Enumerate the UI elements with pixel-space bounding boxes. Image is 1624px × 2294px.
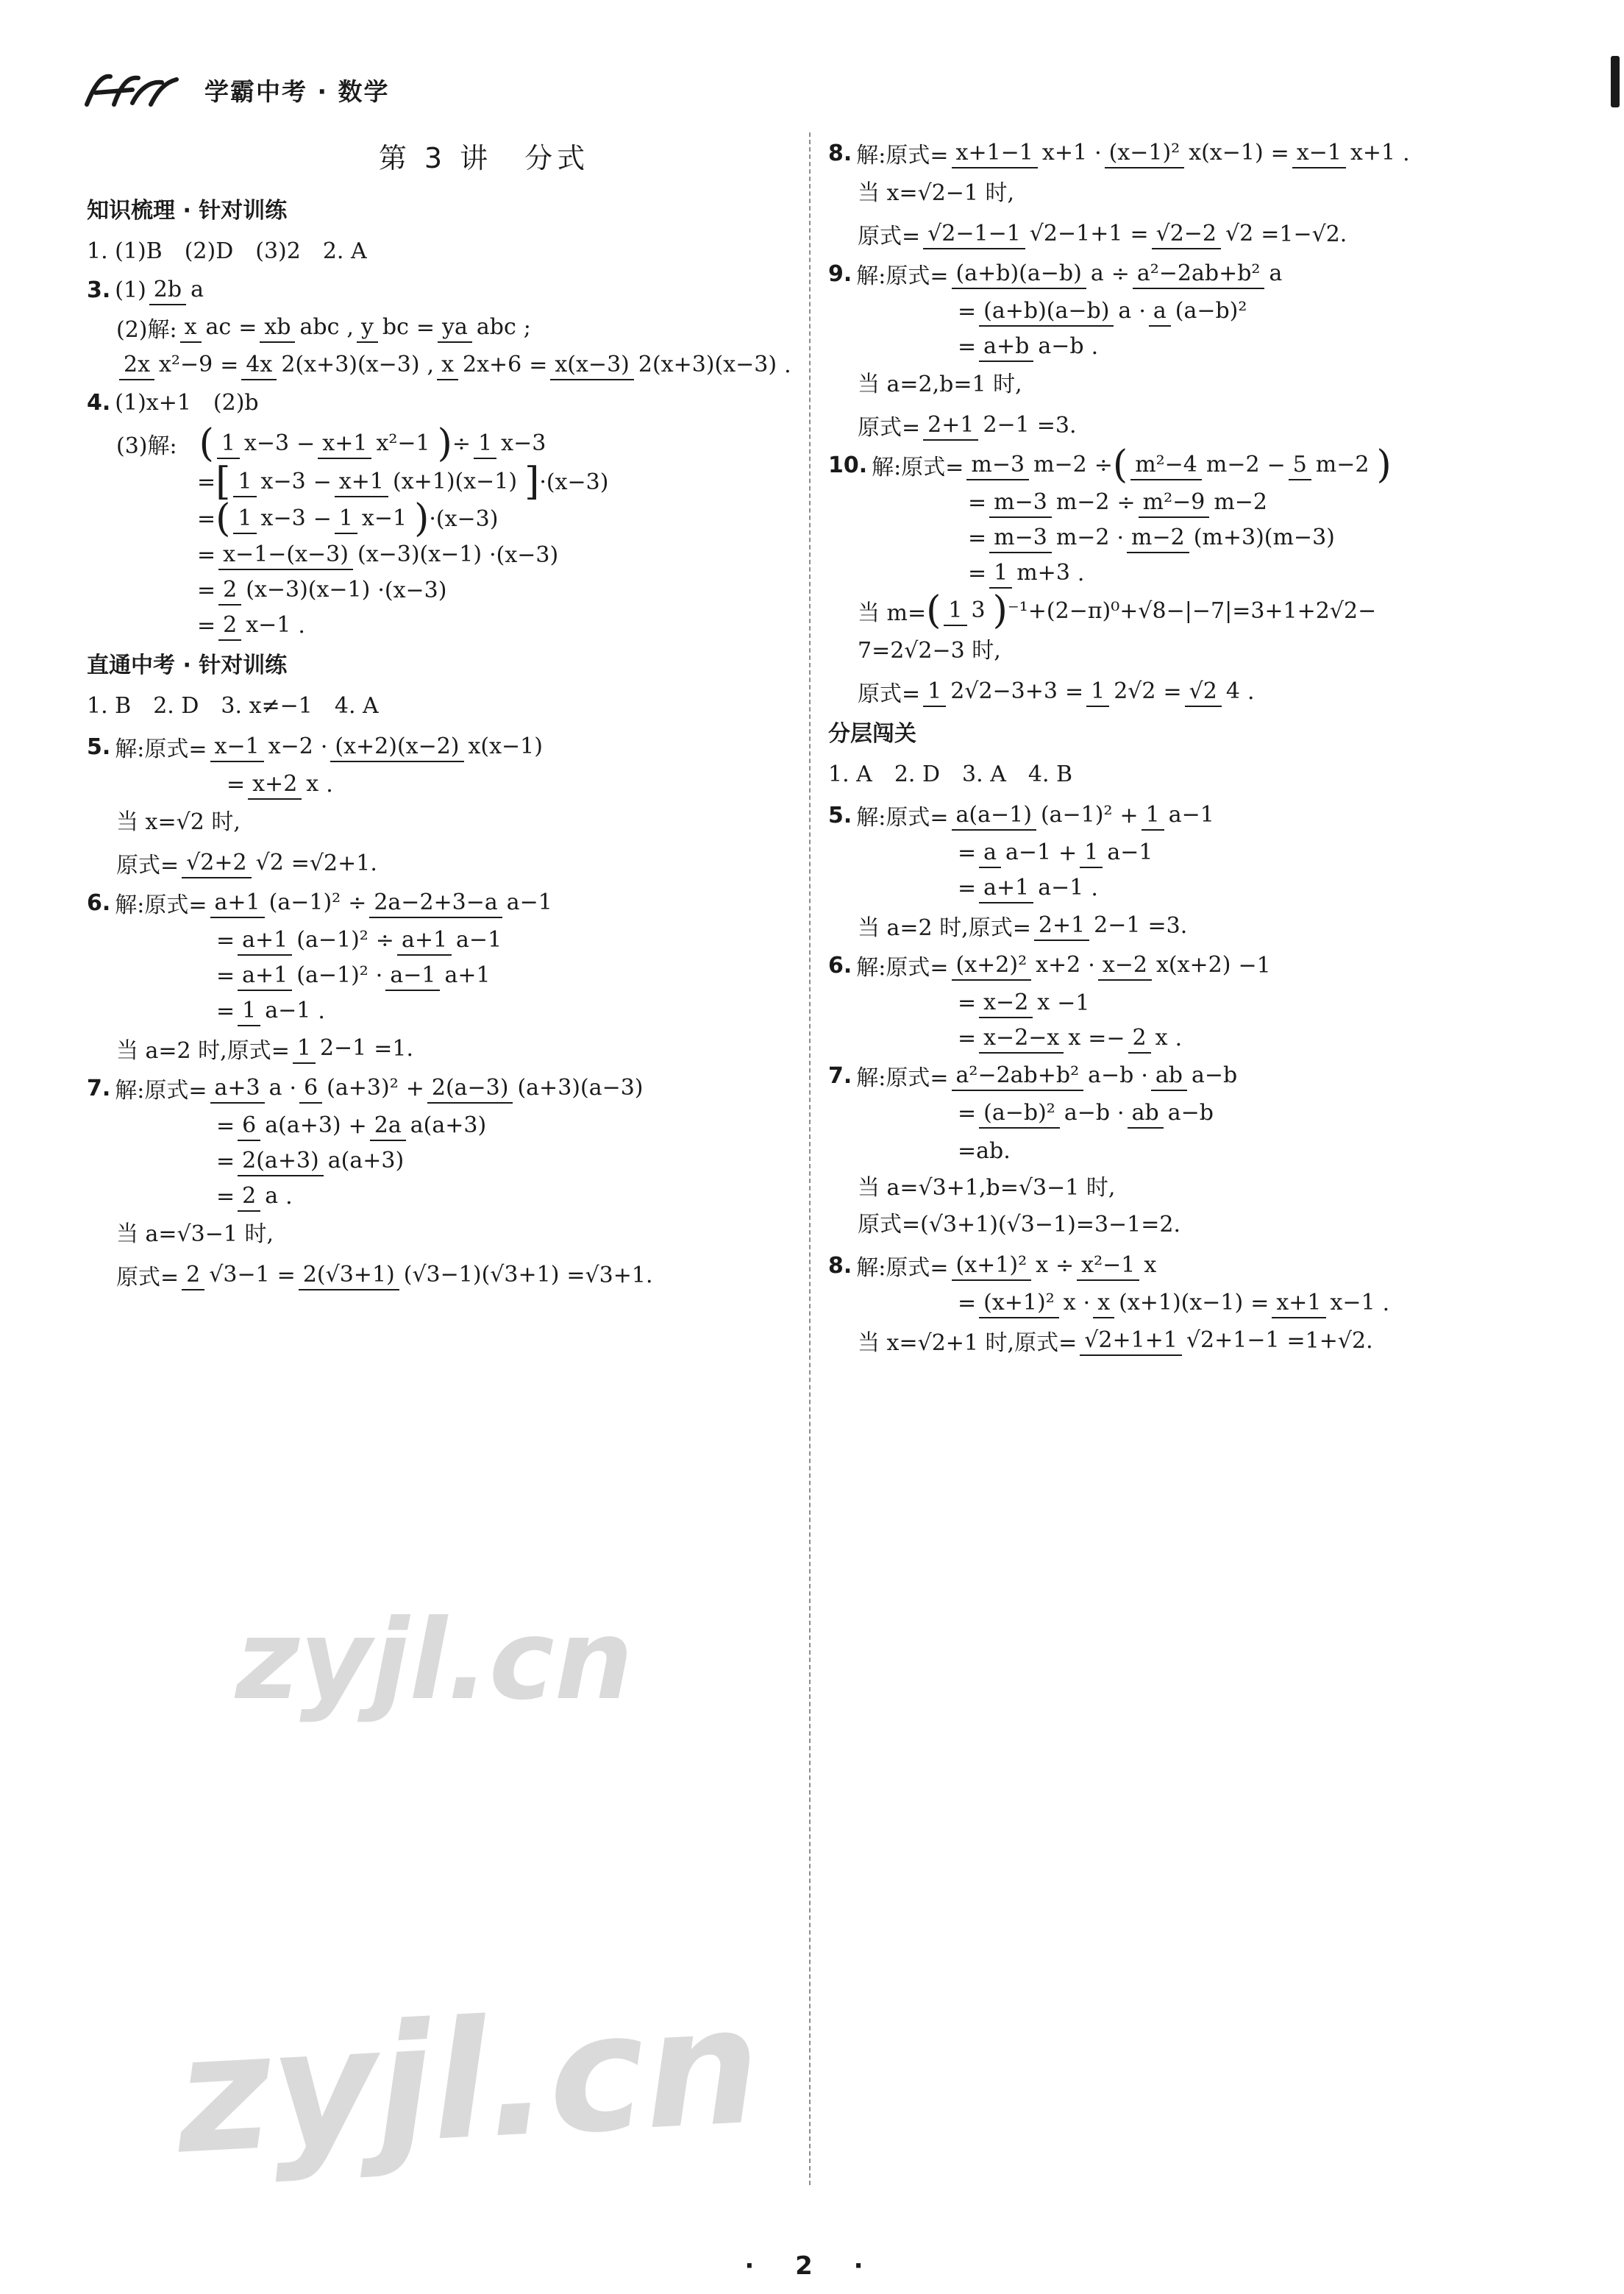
header-title: 学霸中考 · 数学 (204, 77, 390, 106)
answer-7: 7. 解:原式= a+3 a · 6 (a+3)² + 2(a−3) (a+3)(a−3) (87, 1075, 644, 1104)
answer-9-step: = a+b a−b . (958, 333, 1564, 361)
page-number: · 2 · (744, 2251, 880, 2281)
right-column (828, 129, 1564, 1364)
answer-5-when: 当 x=√2 时, (116, 809, 241, 835)
answer-9-step: = (a+b)(a−b) a · a (a−b)² (958, 297, 1564, 325)
answer-4-3: (3)解: ( 1 x−3 − x+1 x²−1 ) ÷ 1 x−3 (116, 422, 546, 466)
answer-4-step: = 2 x−1 . (197, 611, 793, 639)
answer-10-step: = 1 m+3 . (968, 559, 1564, 587)
answer-7-step: = 2 a . (216, 1182, 793, 1210)
answer-line: 1. A 2. D 3. A 4. B (828, 761, 1073, 787)
section-heading-levels: 分层闯关 (828, 721, 916, 747)
answer-line: 1. B 2. D 3. x≠−1 4. A (87, 693, 379, 719)
answer-r6-step: = x−2 x −1 (958, 989, 1564, 1017)
answer-7-step: = 6 a(a+3) + 2a a(a+3) (216, 1112, 793, 1140)
answer-r8-step: = (x+1)² x · x (x+1)(x−1) = x+1 x−1 . (958, 1289, 1564, 1317)
answer-10: 10. 解:原式= m−3 m−2 ÷ ( m²−4 m−2 − 5 m−2 ) (828, 443, 1392, 487)
section-heading-knowledge: 知识梳理 · 针对训练 (87, 198, 288, 224)
answer-3-2: (2)解: x ac = xb abc , y bc = ya abc ; (116, 314, 531, 343)
watermark: zyjl.cn (235, 1597, 633, 1725)
answer-10-step: = m−3 m−2 ÷ m²−9 m−2 (968, 489, 1564, 516)
answer-r7: 7. 解:原式= a²−2ab+b² a−b · ab a−b (828, 1062, 1238, 1091)
lesson-title: 第 3 讲 分式 (378, 142, 590, 174)
answer-r7-step: =ab. (958, 1138, 1011, 1164)
answer-5-result: 原式= √2+2 √2 =√2+1. (116, 850, 377, 878)
answer-4-step: = x−1−(x−3) (x−3)(x−1) ·(x−3) (197, 541, 793, 569)
answer-r7-step: = (a−b)² a−b · ab a−b (958, 1099, 1564, 1127)
left-column (87, 129, 793, 1299)
answer-6-step: = 1 a−1 . (216, 997, 793, 1025)
answer-9: 9. 解:原式= (a+b)(a−b) a ÷ a²−2ab+b² a (828, 260, 1283, 289)
column-divider (809, 132, 811, 2185)
answer-line: 1. (1)B (2)D (3)2 2. A (87, 238, 367, 264)
answer-10-when-b: 7=2√2−3 时, (858, 638, 1001, 664)
answer-r8: 8. 解:原式= (x+1)² x ÷ x²−1 x (828, 1252, 1157, 1281)
answer-r6-step: = x−2−x x =− 2 x . (958, 1024, 1564, 1052)
answer-7-when: 当 a=√3−1 时, (116, 1221, 274, 1247)
answer-7-step: = 2(a+3) a(a+3) (216, 1147, 793, 1175)
answer-7-result: 原式= 2 √3−1 = 2(√3+1) (√3−1)(√3+1) =√3+1. (116, 1262, 653, 1290)
answer-8: 8. 解:原式= x+1−1 x+1 · (x−1)² x(x−1) = x−1 x+1 . (828, 140, 1410, 168)
answer-10-result: 原式= 1 2√2−3+3 = 1 2√2 = √2 4 . (858, 678, 1255, 707)
answer-5-step: = x+2 x . (227, 770, 793, 798)
answer-r7-when: 当 a=√3+1,b=√3−1 时, (858, 1175, 1116, 1201)
page-edge-mark (1611, 56, 1620, 107)
answer-9-when: 当 a=2,b=1 时, (858, 372, 1022, 397)
answer-8-when: 当 x=√2−1 时, (858, 180, 1015, 206)
answer-4-step: = [ 1 x−3 − x+1 (x+1)(x−1) ] ·(x−3) (197, 460, 609, 504)
answer-r5-result: 当 a=2 时,原式= 2+1 2−1 =3. (858, 912, 1188, 941)
answer-10-when: 当 m= ( 1 3 ) ⁻¹+(2−π)⁰+√8−|−7|=3+1+2√2− (858, 589, 1377, 633)
page-header (81, 68, 390, 112)
answer-4-step: = ( 1 x−3 − 1 x−1 ) ·(x−3) (197, 497, 499, 541)
brand-logo-icon (81, 68, 191, 112)
answer-6: 6. 解:原式= a+1 (a−1)² ÷ 2a−2+3−a a−1 (87, 889, 552, 918)
answer-8-result: 原式= √2−1−1 √2−1+1 = √2−2 √2 =1−√2. (858, 221, 1347, 249)
answer-r7-result: 原式=(√3+1)(√3−1)=3−1=2. (858, 1212, 1181, 1237)
answer-r5: 5. 解:原式= a(a−1) (a−1)² + 1 a−1 (828, 802, 1214, 831)
answer-4: 4. (1)x+1 (2)b (87, 390, 259, 416)
answer-6-step: = a+1 (a−1)² ÷ a+1 a−1 (216, 926, 793, 954)
answer-5: 5. 解:原式= x−1 x−2 · (x+2)(x−2) x(x−1) (87, 734, 543, 762)
answer-r8-result: 当 x=√2+1 时,原式= √2+1+1 √2+1−1 =1+√2. (858, 1327, 1373, 1356)
answer-9-result: 原式= 2+1 2−1 =3. (858, 412, 1077, 441)
section-heading-exam: 直通中考 · 针对训练 (87, 653, 288, 678)
answer-r5-step: = a+1 a−1 . (958, 874, 1564, 902)
answer-3-1: 3. (1) 2b a (87, 276, 793, 304)
answer-3-2b: 2x x²−9 = 4x 2(x+3)(x−3) , x 2x+6 = x(x−3) 2(x+3)(x−3) . (116, 351, 793, 379)
answer-10-step: = m−3 m−2 · m−2 (m+3)(m−3) (968, 524, 1564, 552)
watermark: zyjl.cn (171, 1971, 765, 2190)
answer-r6: 6. 解:原式= (x+2)² x+2 · x−2 x(x+2) −1 (828, 952, 1271, 981)
answer-6-step: = a+1 (a−1)² · a−1 a+1 (216, 962, 793, 990)
answer-r5-step: = a a−1 + 1 a−1 (958, 839, 1564, 867)
answer-4-step: = 2 (x−3)(x−1) ·(x−3) (197, 576, 793, 604)
answer-6-result: 当 a=2 时,原式= 1 2−1 =1. (116, 1035, 414, 1064)
